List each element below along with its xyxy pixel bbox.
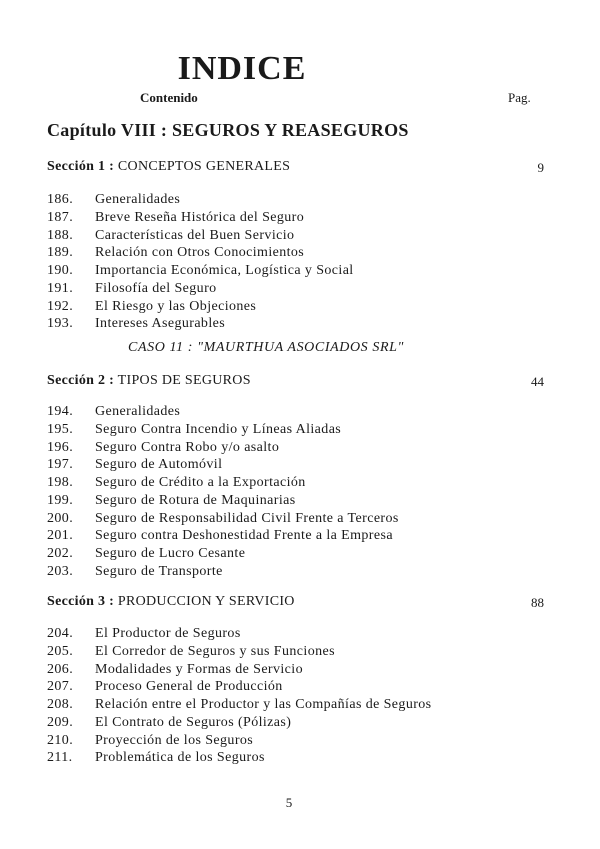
- item-title: Seguro Contra Robo y/o asalto: [95, 439, 280, 455]
- case-entry: CASO 11 : "MAURTHUA ASOCIADOS SRL": [128, 340, 404, 355]
- item-title: El Productor de Seguros: [95, 626, 241, 641]
- item-title: Seguro contra Deshonestidad Frente a la Empresa: [95, 528, 393, 544]
- list-item: [47, 210, 304, 228]
- item-number: 201.: [47, 528, 74, 544]
- list-item: [47, 733, 253, 751]
- item-number: 205.: [47, 643, 74, 659]
- item-title: Generalidades: [95, 192, 181, 207]
- list-item: [47, 697, 432, 715]
- item-title: Seguro de Responsabilidad Civil Frente a Terceros: [95, 510, 399, 526]
- section-label: Sección 2 :: [47, 373, 115, 388]
- item-title: Intereses Asegurables: [95, 316, 226, 332]
- index-title: INDICE: [177, 50, 307, 87]
- list-item: [47, 511, 399, 529]
- content-column-header: Contenido: [140, 90, 198, 105]
- section-heading: [47, 594, 295, 610]
- section-label: Sección 3 :: [47, 594, 115, 609]
- list-item: [47, 245, 304, 263]
- item-number: 203.: [47, 563, 74, 579]
- list-item: [47, 546, 245, 564]
- item-title: Problemática de los Seguros: [95, 750, 265, 766]
- list-item: [47, 528, 393, 546]
- item-number: 193.: [47, 316, 74, 332]
- item-title: Relación entre el Productor y las Compañías de Seguros: [95, 697, 432, 712]
- item-title: Importancia Económica, Logística y Social: [95, 263, 354, 278]
- item-number: 208.: [47, 697, 74, 712]
- item-title: Relación con Otros Conocimientos: [95, 245, 305, 261]
- list-item: [47, 679, 283, 697]
- section-title: TIPOS DE SEGUROS: [117, 373, 251, 388]
- item-number: 210.: [47, 732, 74, 748]
- chapter-heading: Capítulo VIII : SEGUROS Y REASEGUROS: [47, 120, 409, 140]
- list-item: [47, 750, 265, 768]
- list-item: [47, 228, 294, 246]
- list-item: [47, 457, 222, 475]
- list-item: [47, 422, 341, 440]
- list-item: [47, 404, 180, 422]
- item-number: 207.: [47, 679, 74, 695]
- page-column-header: Pag.: [508, 90, 531, 105]
- item-title: Seguro de Transporte: [95, 563, 223, 579]
- section-label: Sección 1 :: [47, 159, 115, 174]
- item-title: Seguro de Rotura de Maquinarias: [95, 492, 296, 508]
- item-title: Filosofía del Seguro: [95, 280, 217, 296]
- item-number: 206.: [47, 661, 74, 677]
- section-title: PRODUCCION Y SERVICIO: [117, 594, 295, 609]
- list-item: [47, 662, 303, 680]
- list-item: [47, 493, 296, 511]
- item-number: 211.: [47, 750, 73, 766]
- item-number: 188.: [47, 227, 74, 243]
- item-number: 192.: [47, 298, 74, 314]
- section-title: CONCEPTOS GENERALES: [117, 159, 291, 174]
- item-title: El Corredor de Seguros y sus Funciones: [95, 643, 335, 659]
- section-heading: [47, 159, 290, 175]
- item-title: Seguro de Lucro Cesante: [95, 546, 246, 561]
- list-item: [47, 263, 354, 281]
- list-item: [47, 715, 291, 733]
- item-number: 209.: [47, 714, 74, 730]
- list-item: [47, 475, 306, 493]
- item-number: 198.: [47, 475, 74, 490]
- item-number: 195.: [47, 421, 74, 437]
- item-title: Características del Buen Servicio: [95, 227, 295, 243]
- item-number: 187.: [47, 209, 74, 225]
- item-number: 191.: [47, 280, 74, 296]
- section-page: 88: [531, 595, 544, 610]
- item-number: 196.: [47, 439, 74, 455]
- item-title: Seguro de Automóvil: [95, 457, 223, 473]
- item-number: 199.: [47, 492, 74, 508]
- list-item: [47, 626, 241, 644]
- item-number: 194.: [47, 404, 74, 419]
- item-number: 197.: [47, 457, 74, 473]
- list-item: [47, 192, 180, 210]
- list-item: [47, 299, 256, 317]
- list-item: [47, 564, 223, 582]
- item-title: Generalidades: [95, 404, 181, 419]
- section-page: 44: [531, 374, 544, 389]
- page-number: 5: [285, 795, 293, 810]
- item-number: 202.: [47, 546, 74, 561]
- list-item: [47, 440, 279, 458]
- section-page: 9: [537, 160, 544, 175]
- item-number: 204.: [47, 626, 74, 641]
- item-number: 186.: [47, 192, 74, 207]
- item-number: 190.: [47, 263, 74, 278]
- section-heading: [47, 373, 251, 389]
- item-title: Modalidades y Formas de Servicio: [95, 661, 303, 677]
- item-title: Proceso General de Producción: [95, 679, 283, 695]
- item-number: 189.: [47, 245, 74, 261]
- list-item: [47, 316, 225, 334]
- item-title: El Riesgo y las Objeciones: [95, 298, 257, 314]
- item-number: 200.: [47, 510, 74, 526]
- item-title: Proyección de los Seguros: [95, 732, 254, 748]
- item-title: Seguro de Crédito a la Exportación: [95, 475, 306, 490]
- item-title: El Contrato de Seguros (Pólizas): [95, 714, 292, 730]
- list-item: [47, 281, 217, 299]
- item-title: Breve Reseña Histórica del Seguro: [95, 209, 305, 225]
- item-title: Seguro Contra Incendio y Líneas Aliadas: [95, 421, 342, 437]
- list-item: [47, 644, 335, 662]
